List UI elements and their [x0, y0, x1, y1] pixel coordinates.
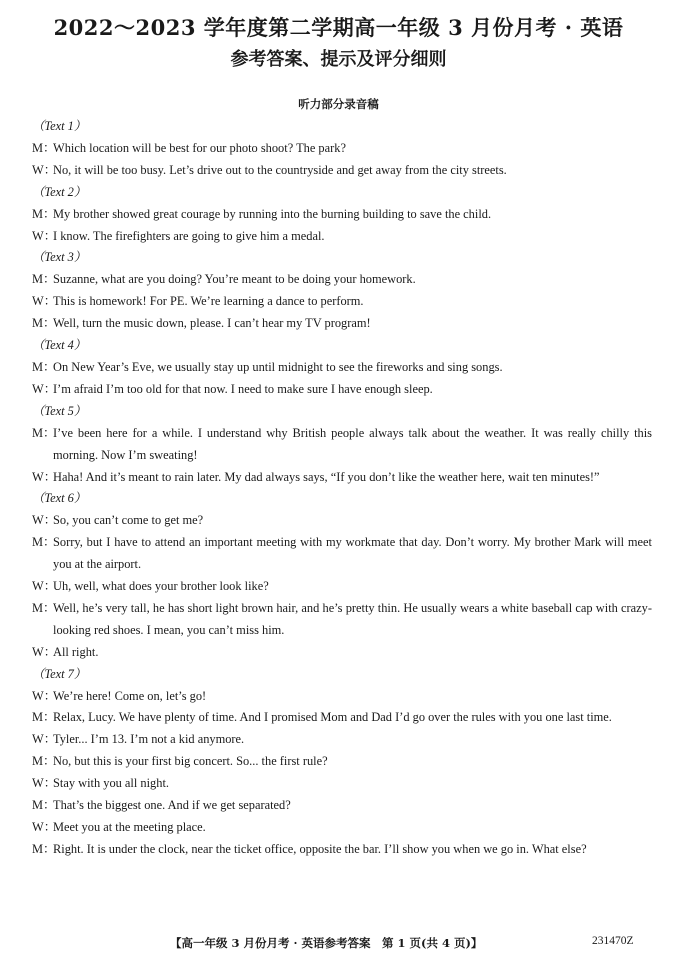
- text-label-text: （Text 2）: [32, 184, 87, 199]
- dialogue-line: [32, 204, 652, 226]
- dialogue-line: [32, 160, 652, 182]
- dialogue-line: [32, 795, 652, 817]
- dialogue-line: [32, 357, 652, 379]
- dialogue-line: [32, 269, 652, 291]
- speaker-label: W：: [32, 513, 57, 528]
- dialogue-line: [32, 642, 652, 664]
- dialogue-line: [32, 467, 652, 489]
- transcript-body: [32, 116, 652, 861]
- utterance-text: Well, he’s very tall, he has short light brown hair, and he’s pretty thin. He usually wears a white baseball cap with crazy-looking red shoes. I mean, you can’t miss him.: [53, 600, 652, 637]
- utterance-text: That’s the biggest one. And if we get separated?: [53, 798, 291, 813]
- text-label: [32, 401, 652, 423]
- utterance-text: On New Year’s Eve, we usually stay up until midnight to see the fireworks and sing songs.: [53, 359, 503, 374]
- speaker-label: W：: [32, 381, 57, 396]
- utterance-text: We’re here! Come on, let’s go!: [53, 688, 207, 703]
- dialogue-line: [32, 773, 652, 795]
- utterance-text: Meet you at the meeting place.: [53, 820, 206, 834]
- utterance-text: This is homework! For PE. We’re learning a dance to perform.: [53, 294, 364, 309]
- dialogue-line: [32, 138, 652, 160]
- utterance-text: Relax, Lucy. We have plenty of time. And I promised Mom and Dad I’d go over the rules with you one last time.: [53, 710, 612, 725]
- speaker-label: M：: [32, 316, 56, 331]
- dialogue-line: [32, 707, 652, 729]
- document-subtitle: 参考答案、提示及评分细则: [230, 49, 447, 70]
- speaker-label: W：: [32, 579, 57, 594]
- dialogue-line: [32, 510, 652, 532]
- utterance-text: Which location will be best for our photo shoot? The park?: [53, 140, 346, 155]
- page-footer: 【高一年级 3 月份月考 · 英语参考答案 第 1 页(共 4 页)】: [170, 936, 483, 950]
- speaker-label: M：: [32, 710, 56, 725]
- dialogue-line: [32, 423, 652, 467]
- speaker-label: W：: [32, 228, 57, 243]
- speaker-label: M：: [32, 140, 56, 155]
- speaker-label: M：: [32, 535, 56, 550]
- dialogue-line: [32, 751, 652, 773]
- text-label-text: （Text 1）: [32, 119, 87, 133]
- document-title: 2022～2023 学年度第二学期高一年级 3 月份月考 · 英语: [53, 15, 624, 40]
- utterance-text: Right. It is under the clock, near the ticket office, opposite the bar. I’ll show you when we go in. What else?: [53, 841, 587, 856]
- text-label-text: （Text 6）: [32, 491, 87, 506]
- utterance-text: I’ve been here for a while. I understand why British people always talk about the weather. It was really chilly this morning. Now I’m sweating!: [53, 425, 652, 462]
- utterance-text: Stay with you all night.: [53, 776, 169, 791]
- speaker-label: W：: [32, 688, 57, 703]
- speaker-label: W：: [32, 820, 57, 834]
- dialogue-line: [32, 576, 652, 598]
- text-label: [32, 247, 652, 269]
- speaker-label: W：: [32, 294, 57, 309]
- speaker-label: M：: [32, 272, 56, 287]
- section-heading: 听力部分录音稿: [298, 97, 379, 111]
- speaker-label: M：: [32, 206, 56, 221]
- utterance-text: No, it will be too busy. Let’s drive out to the countryside and get away from the city streets.: [53, 162, 507, 177]
- dialogue-line: [32, 686, 652, 708]
- speaker-label: W：: [32, 469, 57, 484]
- text-label: [32, 116, 652, 138]
- speaker-label: M：: [32, 600, 56, 615]
- utterance-text: Sorry, but I have to attend an important meeting with my workmate that day. Don’t worry. My brother Mark will meet you at the airport.: [53, 535, 652, 572]
- speaker-label: M：: [32, 425, 56, 440]
- dialogue-line: [32, 532, 652, 576]
- speaker-label: W：: [32, 644, 57, 659]
- utterance-text: Haha! And it’s meant to rain later. My dad always says, “If you don’t like the weather here, wait ten minutes!”: [53, 469, 600, 484]
- text-label: [32, 488, 652, 510]
- utterance-text: I know. The firefighters are going to give him a medal.: [53, 228, 325, 243]
- dialogue-line: [32, 598, 652, 642]
- dialogue-line: [32, 291, 652, 313]
- text-label-text: （Text 3）: [32, 250, 87, 265]
- dialogue-line: [32, 817, 652, 839]
- utterance-text: Suzanne, what are you doing? You’re meant to be doing your homework.: [53, 272, 416, 287]
- text-label: [32, 664, 652, 686]
- utterance-text: All right.: [53, 644, 99, 659]
- speaker-label: M：: [32, 798, 56, 813]
- utterance-text: Tyler... I’m 13. I’m not a kid anymore.: [53, 732, 245, 747]
- text-label: [32, 182, 652, 204]
- speaker-label: M：: [32, 359, 56, 374]
- utterance-text: I’m afraid I’m too old for that now. I need to make sure I have enough sleep.: [53, 381, 433, 396]
- dialogue-line: [32, 729, 652, 751]
- dialogue-line: [32, 839, 652, 861]
- speaker-label: M：: [32, 754, 56, 769]
- speaker-label: W：: [32, 776, 57, 791]
- text-label-text: （Text 5）: [32, 403, 87, 418]
- speaker-label: M：: [32, 841, 56, 856]
- dialogue-line: [32, 226, 652, 248]
- document-code: 231470Z: [592, 935, 634, 947]
- utterance-text: No, but this is your first big concert. So... the first rule?: [53, 754, 328, 769]
- speaker-label: W：: [32, 162, 57, 177]
- utterance-text: Well, turn the music down, please. I can’t hear my TV program!: [53, 316, 371, 331]
- utterance-text: Uh, well, what does your brother look like?: [53, 579, 269, 594]
- speaker-label: W：: [32, 732, 57, 747]
- dialogue-line: [32, 313, 652, 335]
- utterance-text: So, you can’t come to get me?: [53, 513, 204, 528]
- text-label-text: （Text 7）: [32, 666, 87, 681]
- text-label: [32, 335, 652, 357]
- utterance-text: My brother showed great courage by running into the burning building to save the child.: [53, 206, 492, 221]
- text-label-text: （Text 4）: [32, 338, 87, 353]
- dialogue-line: [32, 379, 652, 401]
